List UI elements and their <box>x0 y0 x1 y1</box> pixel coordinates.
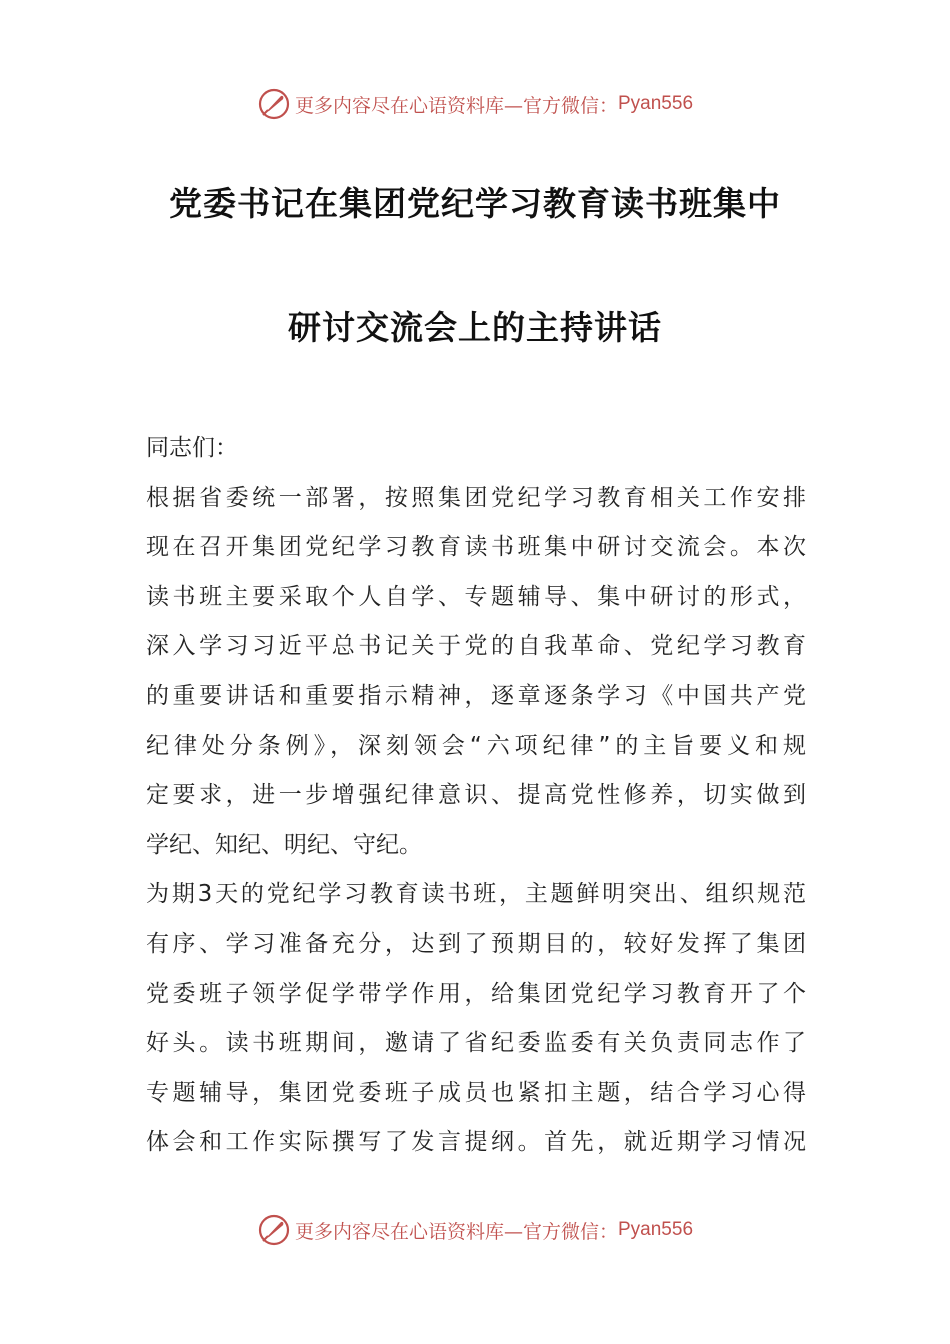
body-line: 的重要讲话和重要指示精神，逐章逐条学习《中国共产党 <box>146 682 806 709</box>
feather-pen-icon <box>257 87 291 121</box>
watermark-banner-top <box>0 84 950 124</box>
body-line: 学纪、知纪、明纪、守纪。 <box>146 831 422 858</box>
body-line: 现在召开集团党纪学习教育读书班集中研讨交流会。本次 <box>146 534 806 561</box>
body-line: 定要求，进一步增强纪律意识、提高党性修养，切实做到 <box>146 782 806 809</box>
watermark-handle: Pyan556 <box>618 93 694 114</box>
feather-pen-icon <box>257 1213 291 1247</box>
watermark-handle: Pyan556 <box>618 1219 694 1240</box>
watermark-banner-bottom <box>0 1210 950 1250</box>
watermark-text: 更多内容尽在心语资料库—官方微信： <box>294 1220 618 1243</box>
document-body <box>146 424 806 1168</box>
body-line: 党委班子领学促学带学作用，给集团党纪学习教育开了个 <box>146 980 806 1007</box>
salutation: 同志们： <box>146 435 238 461</box>
body-line: 有序、学习准备充分，达到了预期目的，较好发挥了集团 <box>146 930 806 957</box>
body-line: 根据省委统一部署，按照集团党纪学习教育相关工作安排 <box>146 484 806 511</box>
body-line: 为期3天的党纪学习教育读书班，主题鲜明突出、组织规范 <box>146 881 806 908</box>
body-line: 专题辅导，集团党委班子成员也紧扣主题，结合学习心得 <box>146 1079 806 1106</box>
body-line: 纪律处分条例》，深刻领会“六项纪律”的主旨要义和规 <box>146 732 806 759</box>
document-title-line-1: 党委书记在集团党纪学习教育读书班集中 <box>169 184 781 223</box>
body-line: 体会和工作实际撰写了发言提纲。首先，就近期学习情况 <box>146 1129 806 1156</box>
body-line: 深入学习习近平总书记关于党的自我革命、党纪学习教育 <box>146 633 806 660</box>
watermark-text: 更多内容尽在心语资料库—官方微信： <box>294 94 618 117</box>
body-line: 读书班主要采取个人自学、专题辅导、集中研讨的形式， <box>146 583 806 610</box>
body-line: 好头。读书班期间，邀请了省纪委监委有关负责同志作了 <box>146 1030 806 1057</box>
document-title-line-2: 研讨交流会上的主持讲话 <box>288 308 662 347</box>
